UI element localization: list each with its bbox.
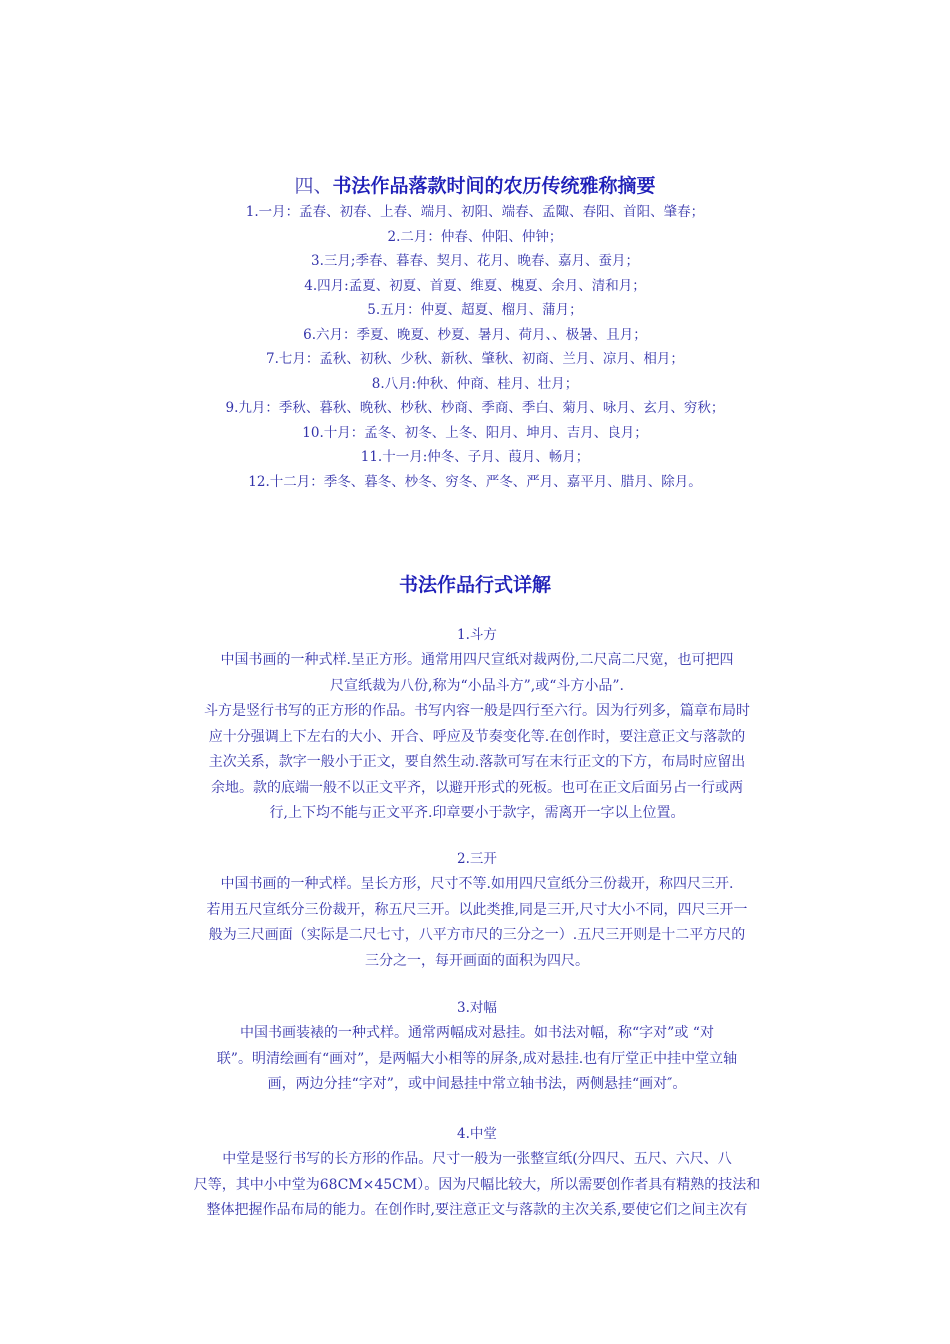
format-title: 2.三开 xyxy=(457,851,497,867)
paragraph-line: 三分之一，每开画面的面积为四尺。 xyxy=(365,952,589,969)
paragraph-line: 中国书画装裱的一种式样。通常两幅成对悬挂。如书法对幅，称“字对”或 “对 xyxy=(240,1025,714,1041)
month-line: 11.十一月:仲冬、子月、葭月、畅月； xyxy=(360,449,590,465)
paragraph-line: 尺宣纸裁为八份,称为“小品斗方”,或“斗方小品”. xyxy=(330,677,624,694)
section-heading-formats: 书法作品行式详解 xyxy=(398,574,551,596)
heading-text: 书法作品落款时间的农历传统雅称摘要 xyxy=(332,175,656,197)
month-line: 1.一月：孟春、初春、上春、端月、初阳、端春、孟陬、春阳、首阳、肇春； xyxy=(245,204,705,220)
paragraph-line: 中国书画的一种式样。呈长方形，尺寸不等.如用四尺宣纸分三份裁开，称四尺三开. xyxy=(220,876,734,892)
format-section-zhongtang xyxy=(148,1121,806,1224)
heading-number: 四、 xyxy=(294,175,333,197)
month-line: 3.三月;季春、暮春、契月、花月、晚春、嘉月、蚕月； xyxy=(311,253,639,269)
paragraph-line: 行,上下均不能与正文平齐.印章要小于款字，需离开一字以上位置。 xyxy=(269,805,685,821)
format-section-sankai xyxy=(148,846,806,974)
format-title: 1.斗方 xyxy=(457,627,497,643)
paragraph-line: 般为三尺画面（实际是二尺七寸，八平方市尺的三分之一）.五尺三开则是十二平方尺的 xyxy=(208,927,746,943)
format-title: 4.中堂 xyxy=(457,1126,497,1142)
paragraph-line: 主次关系，款字一般小于正文，要自然生动.落款可写在末行正文的下方，布局时应留出 xyxy=(208,754,746,770)
paragraph-line: 整体把握作品布局的能力。在创作时,要注意正文与落款的主次关系,要使它们之间主次有 xyxy=(206,1202,748,1218)
format-section-doufang xyxy=(148,622,806,827)
paragraph-line: 画，两边分挂“字对”，或中间悬挂中常立轴书法，两侧悬挂“画对″。 xyxy=(267,1076,687,1092)
month-line: 6.六月：季夏、晚夏、杪夏、暑月、荷月、、极暑、且月； xyxy=(303,326,647,343)
month-line: 10.十月：孟冬、初冬、上冬、阳月、坤月、吉月、良月； xyxy=(302,424,648,441)
format-section-duifu xyxy=(148,995,806,1098)
paragraph-line: 中国书画的一种式样.呈正方形。通常用四尺宣纸对裁两份,二尺高二尺宽，也可把四 xyxy=(220,652,734,668)
month-line: 2.二月：仲春、仲阳、仲钟； xyxy=(387,228,563,245)
format-title: 3.对幅 xyxy=(457,1000,497,1016)
month-line: 7.七月：孟秋、初秋、少秋、新秋、肇秋、初商、兰月、凉月、相月； xyxy=(266,351,684,367)
month-list xyxy=(0,200,950,494)
paragraph-line: 若用五尺宣纸分三份裁开，称五尺三开。以此类推,同是三开,尺寸大小不同，四尺三开一 xyxy=(206,901,748,918)
paragraph-line: 尺等，其中小中堂为68CM×45CM）。因为尺幅比较大，所以需要创作者具有精熟的技法和 xyxy=(193,1176,761,1193)
month-line: 12.十二月：季冬、暮冬、杪冬、穷冬、严冬、严月、嘉平月、腊月、除月。 xyxy=(248,473,702,490)
section-heading-lunar-months xyxy=(0,172,950,200)
month-line: 9.九月：季秋、暮秋、晚秋、杪秋、杪商、季商、季白、菊月、咏月、玄月、穷秋； xyxy=(225,400,725,416)
month-line: 5.五月：仲夏、超夏、榴月、蒲月； xyxy=(367,302,583,318)
paragraph-line: 应十分强调上下左右的大小、开合、呼应及节奏变化等.在创作时，要注意正文与落款的 xyxy=(208,728,746,745)
month-line: 8.八月:仲秋、仲商、桂月、壮月； xyxy=(371,375,579,392)
paragraph-line: 余地。款的底端一般不以正文平齐，以避开形式的死板。也可在正文后面另占一行或两 xyxy=(211,779,743,796)
paragraph-line: 联”。明清绘画有“画对”，是两幅大小相等的屏条,成对悬挂.也有厅堂正中挂中堂立轴 xyxy=(216,1050,738,1067)
paragraph-line: 斗方是竖行书写的正方形的作品。书写内容一般是四行至六行。因为行列多，篇章布局时 xyxy=(204,703,750,719)
month-line: 4.四月:孟夏、初夏、首夏、维夏、槐夏、余月、清和月； xyxy=(304,277,646,294)
paragraph-line: 中堂是竖行书写的长方形的作品。尺寸一般为一张整宣纸(分四尺、五尺、六尺、八 xyxy=(222,1151,732,1167)
